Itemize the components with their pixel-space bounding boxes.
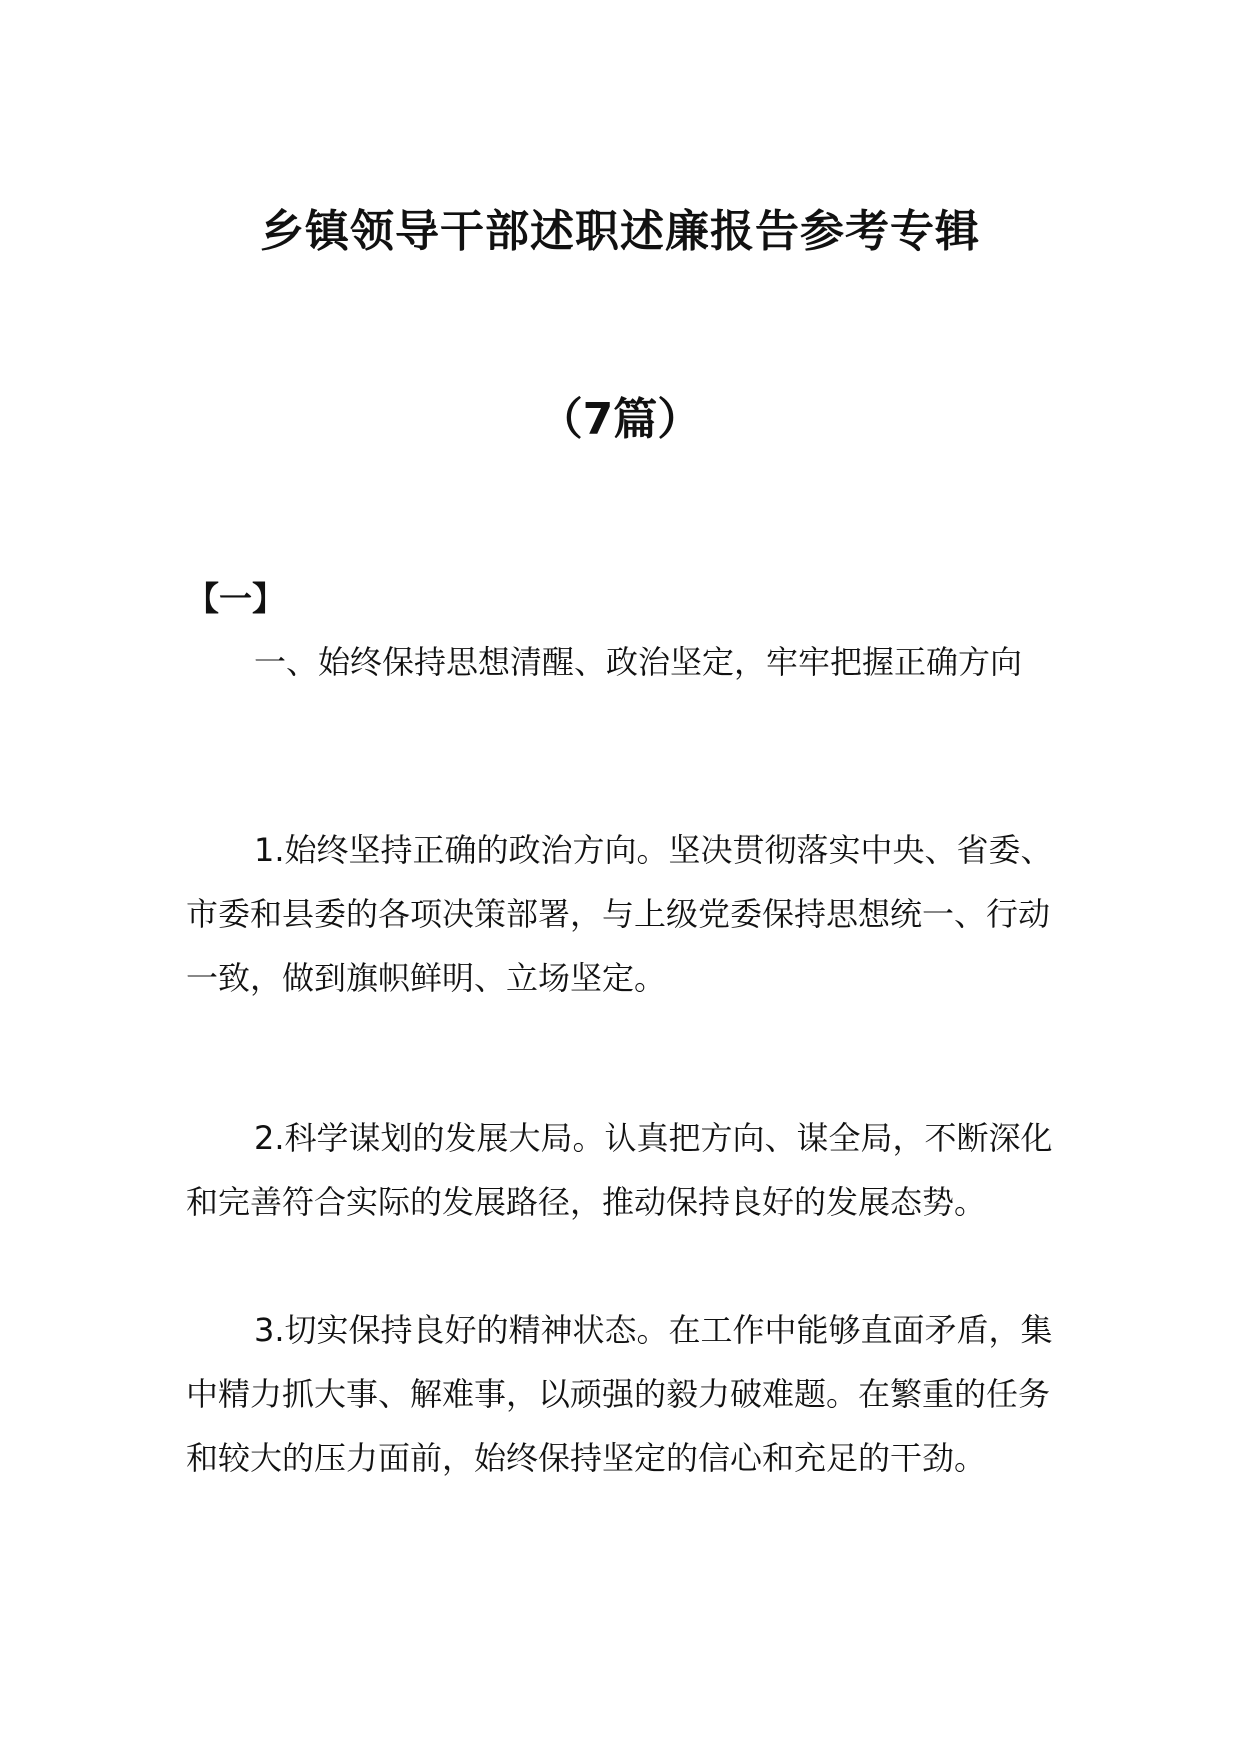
- section-heading: 一、始终保持思想清醒、政治坚定，牢牢把握正确方向: [254, 643, 1023, 681]
- paragraph-3: 3.切实保持良好的精神状态。在工作中能够直面矛盾，集中精力抓大事、解难事，以顽强的毅力破难题。在繁重的任务和较大的压力面前，始终保持坚定的信心和充足的干劲。: [186, 1311, 1053, 1477]
- document-subtitle: （7篇）: [538, 394, 702, 445]
- document-title: 乡镇领导干部述职述廉报告参考专辑: [260, 206, 980, 257]
- section-marker: 【一】: [186, 579, 285, 618]
- paragraph-1: 1.始终坚持正确的政治方向。坚决贯彻落实中央、省委、市委和县委的各项决策部署，与上级党委保持思想统一、行动一致，做到旗帜鲜明、立场坚定。: [186, 831, 1053, 997]
- paragraph-2: 2.科学谋划的发展大局。认真把方向、谋全局，不断深化和完善符合实际的发展路径，推动保持良好的发展态势。: [186, 1119, 1053, 1221]
